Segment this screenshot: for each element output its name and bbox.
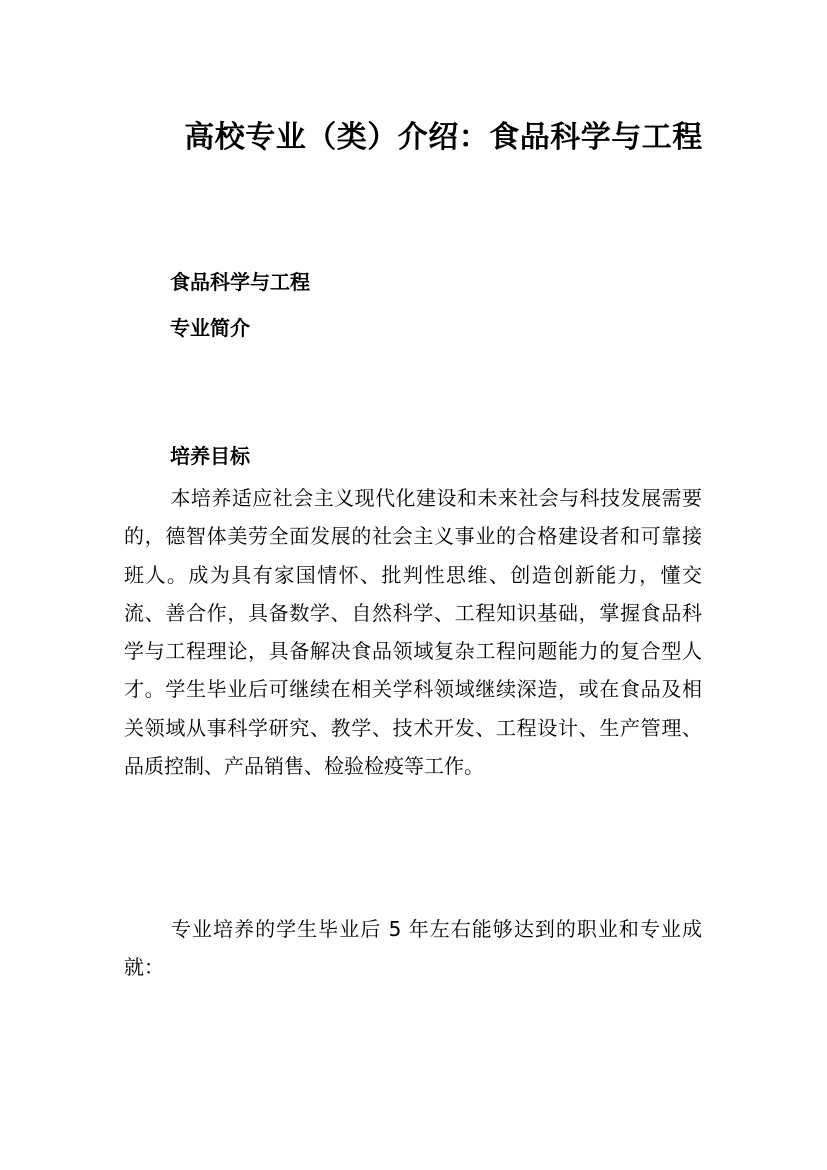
major-name-heading: 食品科学与工程	[170, 270, 310, 294]
achievement-paragraph: 专业培养的学生毕业后 5 年左右能够达到的职业和专业成就：	[124, 917, 702, 980]
goal-paragraph: 本培养适应社会主义现代化建设和未来社会与科技发展需要的，德智体美劳全面发展的社会主义事业的合格建设者和可靠接班人。成为具有家国情怀、批判性思维、创造创新能力，懂交流、善合作，具备数学、自然科学、工程知识基础，掌握食品科学与工程理论，具备解决食品领域复杂工程问题能力的复合型人才。学生毕业后可继续在相关学科领域继续深造，或在食品及相关领域从事科学研究、教学、技术开发、工程设计、生产管理、品质控制、产品销售、检验检疫等工作。	[124, 486, 702, 779]
document-title: 高校专业（类）介绍：食品科学与工程	[184, 120, 703, 155]
section-intro-heading: 专业简介	[170, 316, 250, 340]
goal-paragraph-container	[124, 479, 702, 785]
achievement-paragraph-container	[124, 910, 702, 987]
section-goal-heading: 培养目标	[170, 444, 250, 468]
